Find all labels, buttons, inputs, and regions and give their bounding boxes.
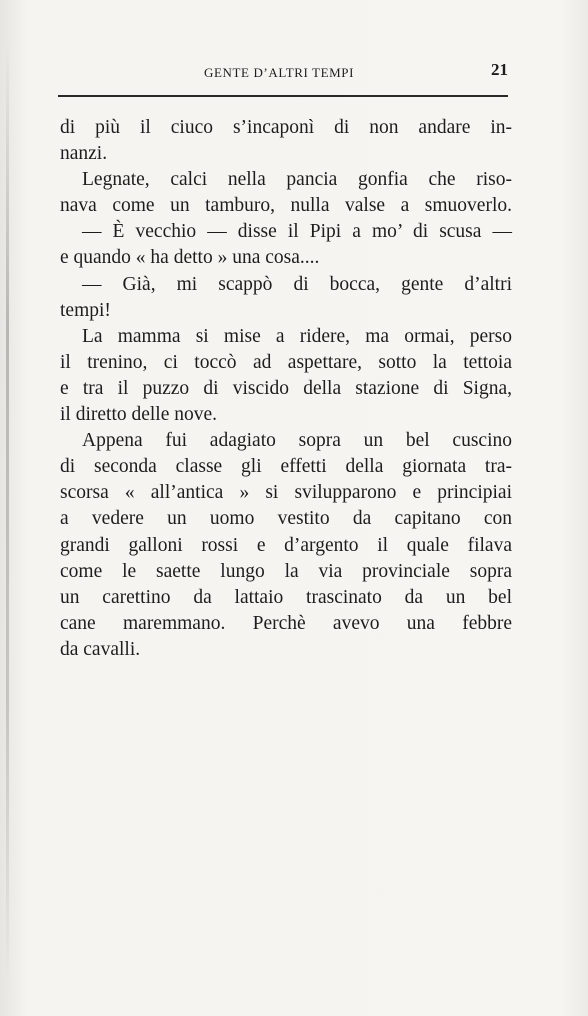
running-title: GENTE D’ALTRI TEMPI (204, 65, 355, 80)
text-line: nanzi. (60, 143, 108, 165)
text-line: nava come un tamburo, nulla valse a smuoverlo. (60, 195, 512, 217)
text-line: scorsa « all’antica » si svilupparono e principiai (60, 482, 512, 504)
text-line: il diretto delle nove. (60, 404, 218, 426)
text-line: grandi galloni rossi e d’argento il quale filava (60, 534, 512, 556)
text-line: — È vecchio — disse il Pipi a mo’ di scusa — (82, 221, 512, 243)
text-line: a vedere un uomo vestito da capitano con (60, 508, 512, 530)
text-line: tempi! (60, 299, 111, 321)
page-header (58, 58, 508, 98)
text-line: — Già, mi scappò di bocca, gente d’altri (82, 273, 512, 295)
text-line: cane maremmano. Perchè avevo una febbre (60, 612, 512, 634)
text-line: Appena fui adagiato sopra un bel cuscino (82, 430, 512, 452)
body-text (60, 115, 512, 663)
text-line: da cavalli. (60, 638, 141, 660)
text-line: il trenino, ci toccò ad aspettare, sotto la tettoia (60, 351, 512, 373)
text-line: La mamma si mise a ridere, ma ormai, perso (82, 325, 512, 347)
text-line: e quando « ha detto » una cosa.... (60, 247, 320, 269)
page-spine-shadow (6, 40, 9, 990)
text-line: di seconda classe gli effetti della giornata tra- (60, 456, 512, 478)
header-rule (58, 95, 508, 97)
page-number: 21 (491, 60, 508, 79)
text-line: di più il ciuco s’incaponì di non andare in- (60, 117, 512, 138)
text-line: un carettino da lattaio trascinato da un bel (60, 586, 512, 608)
text-line: Legnate, calci nella pancia gonfia che riso- (82, 169, 512, 191)
text-line: e tra il puzzo di viscido della stazione di Signa, (60, 377, 512, 399)
text-line: come le saette lungo la via provinciale sopra (60, 560, 512, 582)
